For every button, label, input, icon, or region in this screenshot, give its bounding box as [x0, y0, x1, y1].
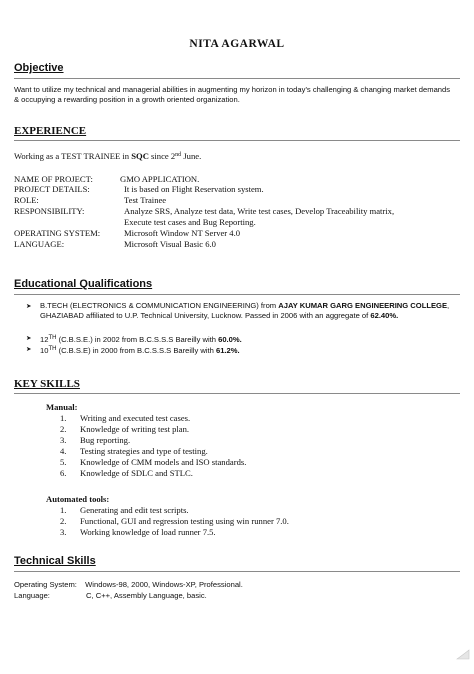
arrow-bullet-icon: ➤	[26, 346, 32, 353]
project-details-label: PROJECT DETAILS:	[14, 184, 90, 194]
project-details-value: It is based on Flight Reservation system.	[124, 184, 264, 194]
education-heading: Educational Qualifications	[14, 278, 153, 290]
resume-page: NITA AGARWAL Objective Want to utilize my technical and managerial abilities in augmenting my horizon in today’s challenging & changing market demands & occupying a rewarding position in a growth oriented organization. EXPERIENCE Working as a TEST TRAINEE in SQC since 2nd June. NAME OF PROJECT: GMO APPLICATION. PROJECT DETAILS: It is based on Flight Reservation system. ROLE: Test Trainee RESPONSIBILITY: Analyze SRS, Analyze test data, Write test cases, Develop Traceability matrix, Execute test cases and Bug Reporting. OPERATING SYSTEM: Microsoft Window NT Server 4.0 LANGUAGE: Microsoft Visual Basic 6.0 Educational Qualifications ➤ B.TECH (ELECTRONICS & COMMUNICATION ENGINEERING) from AJAY KUMAR GARG ENGINEERING COLLEGE, GHAZIABAD affiliated to U.P. Technical University, Lucknow. Passed in 2006 with an aggregate of 62.40%. ➤ 12TH (C.B.S.E.) in 2002 from B.C.S.S.S Bareilly with 60.0%. ➤ 10TH (C.B.S.E) in 2000 from B.C.S.S.S Bareilly with 61.2%. KEY SKILLS Manual: 1. Writing and executed test cases. 2. Knowledge of writing test plan. 3. Bug reporting. 4. Testing strategies and type of testing. 5. Knowledge of CMM models and ISO standards. 6. Knowledge of SDLC and STLC. Automated tools: 1. Generating and edit test scripts. 2. Functional, GUI and regression testing using win runner 7.0. 3. Working knowledge of load runner 7.5. Technical Skills Operating System: Windows-98, 2000, Windows-XP, Professional. Language: C, C++, Assembly Language, basic.	[0, 0, 474, 674]
arrow-bullet-icon: ➤	[26, 303, 32, 310]
experience-heading: EXPERIENCE	[14, 125, 87, 137]
section-divider	[14, 571, 460, 572]
candidate-name: NITA AGARWAL	[189, 38, 285, 50]
tech-language-value: C, C++, Assembly Language, basic.	[86, 591, 207, 600]
responsibility-value-cont: Execute test cases and Bug Reporting.	[124, 217, 256, 227]
tech-language-row	[14, 591, 207, 601]
key-skills-heading: KEY SKILLS	[14, 378, 80, 390]
os-value: Microsoft Window NT Server 4.0	[124, 228, 241, 238]
language-label: LANGUAGE:	[14, 239, 65, 249]
role-value: Test Trainee	[124, 195, 167, 205]
section-divider	[14, 78, 460, 79]
tech-os-value: Windows-98, 2000, Windows-XP, Professional.	[85, 580, 243, 589]
responsibility-label: RESPONSIBILITY:	[14, 206, 85, 216]
tech-language-label: Language:	[14, 591, 50, 600]
project-name-value: GMO APPLICATION.	[120, 174, 200, 184]
responsibility-value: Analyze SRS, Analyze test data, Write test cases, Develop Traceability matrix,	[124, 206, 395, 216]
technical-skills-heading: Technical Skills	[14, 555, 96, 567]
manual-heading: Manual:	[46, 402, 78, 412]
tech-os-row	[14, 580, 243, 590]
page-curl-icon	[456, 648, 470, 660]
role-label: ROLE:	[14, 195, 39, 205]
objective-heading: Objective	[14, 62, 64, 74]
project-name-label: NAME OF PROJECT:	[14, 174, 93, 184]
arrow-bullet-icon: ➤	[26, 335, 32, 342]
os-label: OPERATING SYSTEM:	[14, 228, 101, 238]
experience-intro: Working as a TEST TRAINEE in SQC since 2nd June.	[14, 151, 202, 161]
automated-tools-heading: Automated tools:	[46, 494, 110, 504]
section-divider	[14, 140, 460, 141]
section-divider	[14, 294, 460, 295]
objective-text: Want to utilize my technical and managerial abilities in augmenting my horizon in today’s challenging & changing market demands & occupying a rewarding position in a growth oriented organization.	[14, 85, 451, 104]
tech-os-label: Operating System:	[14, 580, 77, 589]
language-value: Microsoft Visual Basic 6.0	[124, 239, 216, 249]
section-divider	[14, 393, 460, 394]
